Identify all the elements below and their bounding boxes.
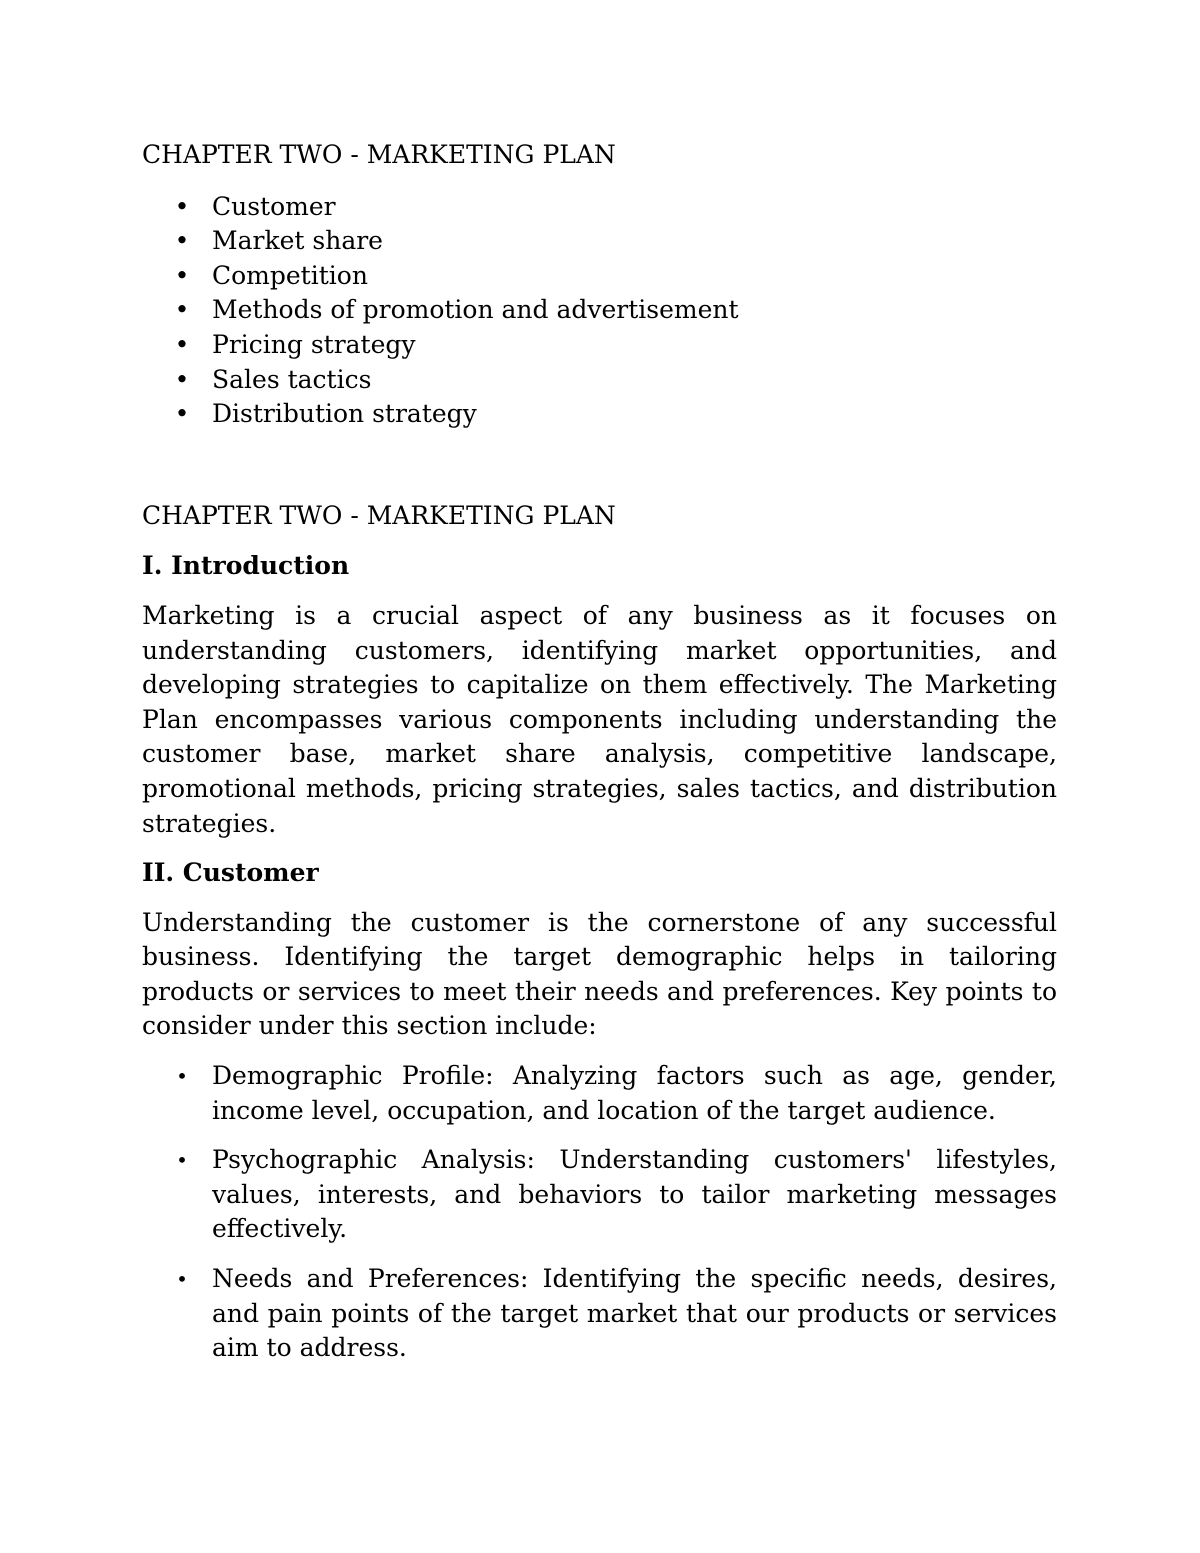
bullet-icon: • bbox=[174, 260, 190, 290]
toc-item: • Sales tactics bbox=[142, 363, 1057, 398]
list-item: • Needs and Preferences: Identifying the specific needs, desires, and pain points of the target market that our products or services aim to address. bbox=[142, 1262, 1057, 1366]
chapter-heading: CHAPTER TWO - MARKETING PLAN bbox=[142, 500, 616, 530]
toc-list bbox=[142, 190, 1057, 432]
bullet-icon: • bbox=[176, 1267, 188, 1292]
customer-title: II. Customer bbox=[142, 858, 319, 888]
intro-paragraph: Marketing is a crucial aspect of any business as it focuses on understanding customers, identifying market opportunities, and developing strategies to capitalize on them effectively. The Marketing Plan encompasses various components including understanding the customer base, market share analysis, competitive landscape, promotional methods, pricing strategies, sales tactics, and distribution strategies. bbox=[142, 600, 1057, 838]
customer-paragraph: Understanding the customer is the cornerstone of any successful business. Identifying the target demographic helps in tailoring products or services to meet their needs and preferences. Key points to consider under this section include: bbox=[142, 907, 1057, 1041]
document-page bbox=[142, 138, 1057, 1381]
toc-item: • Customer bbox=[142, 190, 1057, 225]
bullet-icon: • bbox=[174, 364, 190, 394]
customer-points-list bbox=[142, 1059, 1057, 1366]
bullet-icon: • bbox=[174, 226, 190, 256]
bullet-icon: • bbox=[174, 295, 190, 325]
bullet-icon: • bbox=[176, 1148, 188, 1173]
toc-item: • Distribution strategy bbox=[142, 397, 1057, 432]
bullet-icon: • bbox=[174, 191, 190, 221]
toc-item: • Competition bbox=[142, 259, 1057, 294]
bullet-icon: • bbox=[174, 329, 190, 359]
bullet-icon: • bbox=[174, 399, 190, 429]
toc-heading: CHAPTER TWO - MARKETING PLAN bbox=[142, 140, 616, 169]
list-item: • Psychographic Analysis: Understanding customers' lifestyles, values, interests, and behaviors to tailor marketing messages effectively. bbox=[142, 1143, 1057, 1247]
intro-title: I. Introduction bbox=[142, 551, 350, 581]
bullet-icon: • bbox=[176, 1064, 188, 1089]
list-item: • Demographic Profile: Analyzing factors such as age, gender, income level, occupation, and location of the target audience. bbox=[142, 1059, 1057, 1128]
toc-item: • Market share bbox=[142, 224, 1057, 259]
toc-item: • Methods of promotion and advertisement bbox=[142, 293, 1057, 328]
toc-item: • Pricing strategy bbox=[142, 328, 1057, 363]
